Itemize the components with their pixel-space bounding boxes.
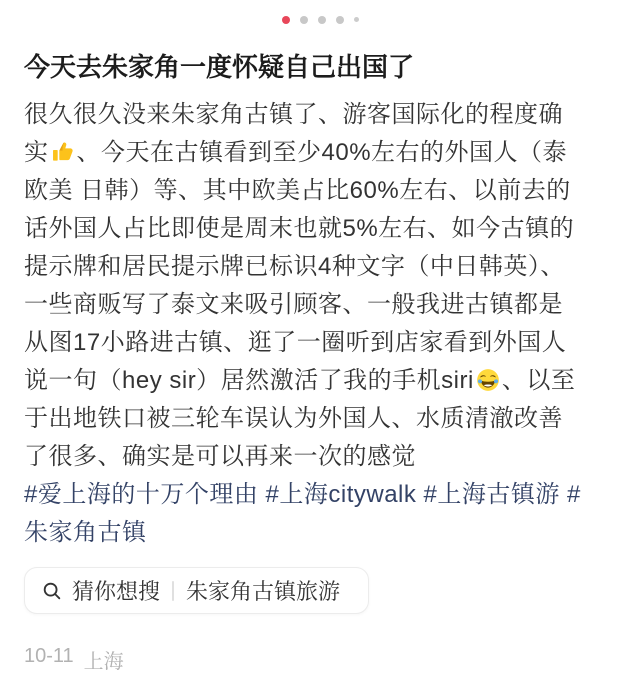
body-line: 了很多、确实是可以再来一次的感觉 (24, 443, 416, 470)
body-text: 实 (24, 139, 49, 166)
search-suggest-query[interactable]: 朱家角古镇旅游 (186, 579, 341, 604)
carousel-dot (300, 16, 308, 24)
thumbs-up-emoji-icon (50, 139, 76, 165)
carousel-dot (318, 16, 326, 24)
body-line: 提示牌和居民提示牌已标识4种文字（中日韩英）、 (24, 253, 565, 280)
post-date: 10-11 (24, 645, 74, 667)
post-title: 今天去朱家角一度怀疑自己出国了 (24, 52, 415, 82)
face-with-tears-of-joy-emoji-icon (475, 367, 501, 393)
body-line: 话外国人占比即使是周末也就5%左右、如今古镇的 (24, 215, 575, 242)
body-text: 说一句（hey sir）居然激活了我的手机siri (24, 367, 474, 394)
body-line (24, 362, 616, 400)
post-meta (24, 645, 616, 674)
search-suggestion-pill[interactable] (24, 567, 369, 614)
carousel-dot (354, 17, 359, 22)
carousel-dot (336, 16, 344, 24)
body-line: 欧美 日韩）等、其中欧美占比60%左右、以前去的 (24, 177, 571, 204)
body-text: 、以至 (501, 367, 576, 394)
hashtag-line[interactable]: 朱家角古镇 (24, 519, 147, 546)
hashtag-line[interactable]: #爱上海的十万个理由 #上海citywalk #上海古镇游 # (24, 481, 581, 508)
carousel-dot-active (282, 16, 290, 24)
body-line: 很久很久没来朱家角古镇了、游客国际化的程度确 (24, 101, 563, 128)
body-line: 于出地铁口被三轮车误认为外国人、水质清澈改善 (24, 405, 563, 432)
post-body (24, 96, 616, 552)
search-icon (41, 580, 63, 602)
carousel-pagination[interactable] (0, 0, 640, 24)
body-line: 一些商贩写了泰文来吸引顾客、一般我进古镇都是 (24, 291, 563, 318)
post-location: 上海 (83, 651, 124, 673)
body-line (24, 134, 616, 172)
pill-divider (172, 581, 174, 601)
body-text: 、今天在古镇看到至少40%左右的外国人（泰 (76, 139, 568, 166)
body-line: 从图17小路进古镇、逛了一圈听到店家看到外国人 (24, 329, 567, 356)
search-suggest-label: 猜你想搜 (72, 579, 161, 604)
